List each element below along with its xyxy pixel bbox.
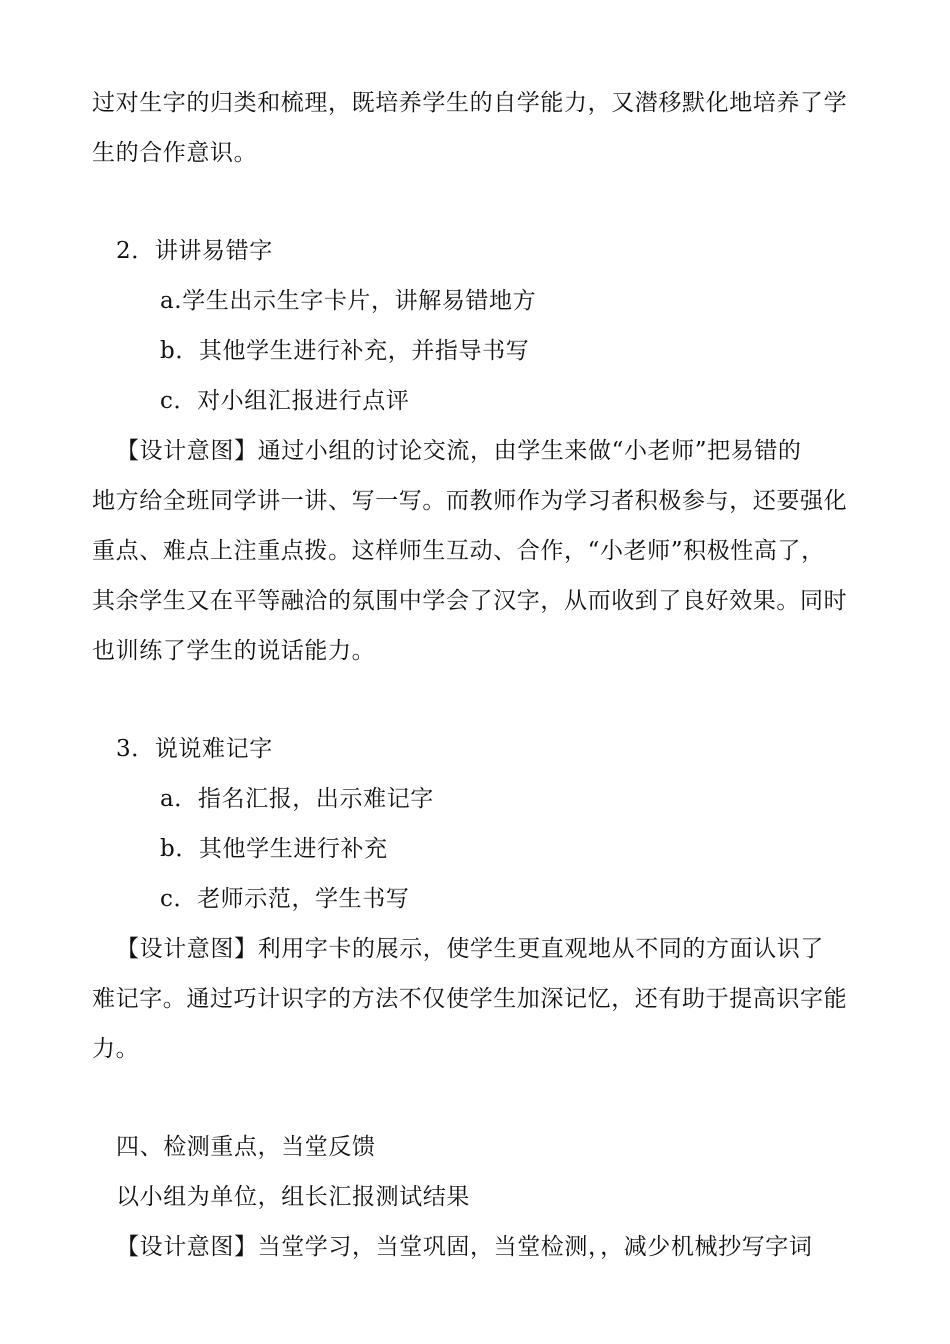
section-3-design-intent-line-3: 力。 [92,1036,140,1062]
section-4-body: 以小组为单位，组长汇报测试结果 [116,1184,470,1210]
section-2-design-intent-line-1: 【设计意图】通过小组的讨论交流，由学生来做“小老师”把易错的 [116,438,802,464]
section-3-design-intent-line-2: 难记字。通过巧计识字的方法不仅使学生加深记忆，还有助于提高识字能 [92,986,848,1012]
section-2-heading: 2．讲讲易错字 [116,238,273,264]
section-3-item-b: b．其他学生进行补充 [160,836,388,862]
section-2-design-intent-line-2: 地方给全班同学讲一讲、写一写。而教师作为学习者积极参与，还要强化 [92,488,848,514]
section-3-design-intent-line-1: 【设计意图】利用字卡的展示，使学生更直观地从不同的方面认识了 [116,936,824,962]
section-2-design-intent-line-4: 其余学生又在平等融洽的氛围中学会了汉字，从而收到了良好效果。同时 [92,588,848,614]
intro-line-1: 过对生字的归类和梳理，既培养学生的自学能力，又潜移默化地培养了学 [92,90,848,116]
section-3-heading: 3．说说难记字 [116,736,273,762]
section-3-item-a: a．指名汇报，出示难记字 [160,786,434,812]
section-2-design-intent-line-3: 重点、难点上注重点拨。这样师生互动、合作，“小老师”积极性高了， [92,538,825,564]
intro-line-2: 生的合作意识。 [92,140,258,166]
section-2-item-b: b．其他学生进行补充，并指导书写 [160,338,530,364]
section-2-item-a: a.学生出示生字卡片，讲解易错地方 [160,288,537,314]
section-4-heading: 四、检测重点，当堂反馈 [116,1134,376,1160]
section-4-design-intent-line-1: 【设计意图】当堂学习，当堂巩固，当堂检测，，减少机械抄写字词 [116,1234,813,1260]
section-2-item-c: c．对小组汇报进行点评 [160,388,410,414]
section-3-item-c: c．老师示范，学生书写 [160,886,410,912]
section-2-design-intent-line-5: 也训练了学生的说话能力。 [92,638,376,664]
